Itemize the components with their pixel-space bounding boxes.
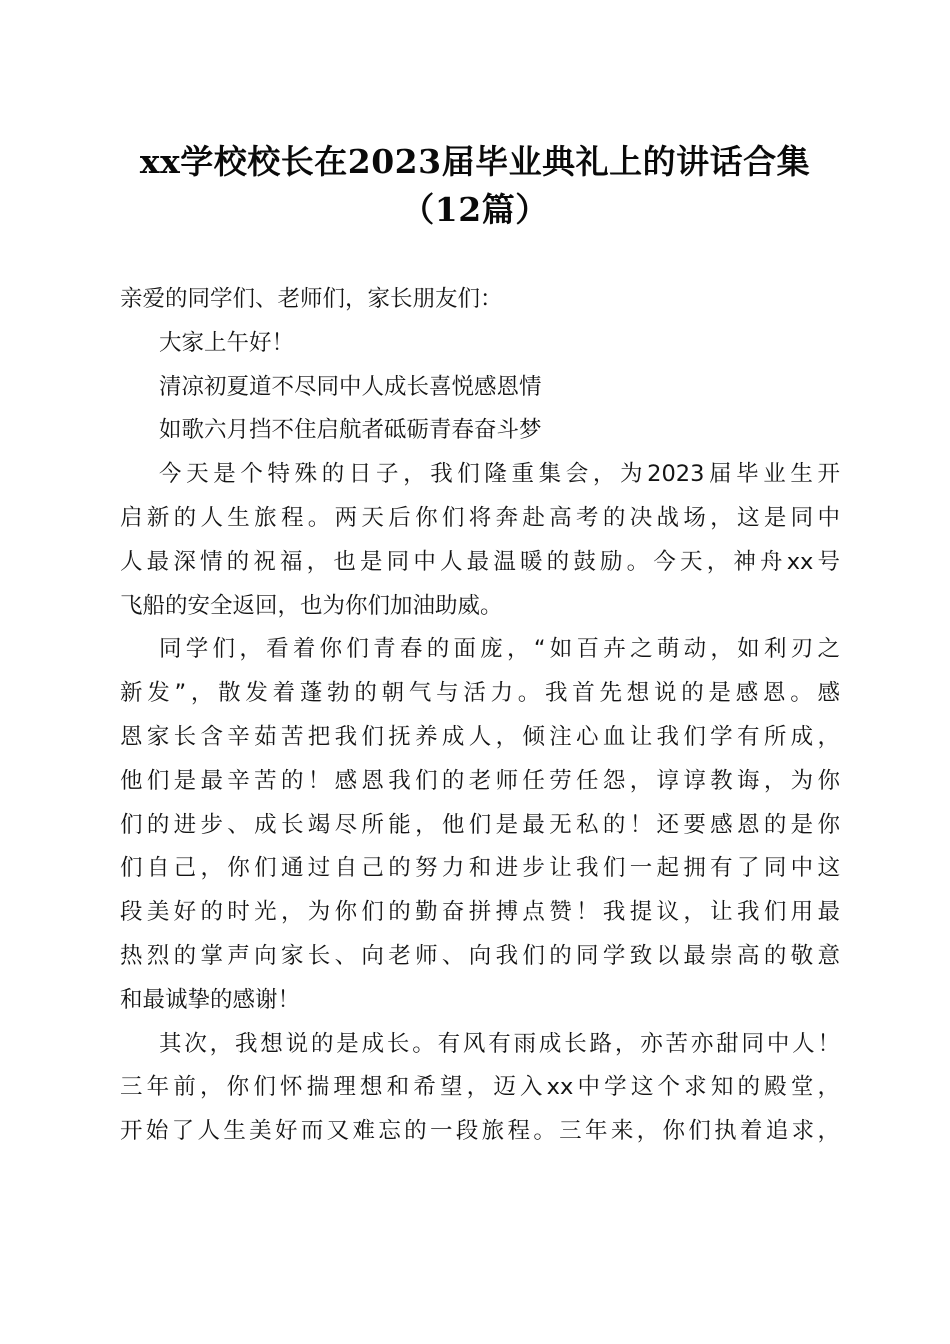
- document-subtitle: （12篇）: [401, 190, 549, 229]
- paragraph-line: 段美好的时光，为你们的勤奋拼搏点赞！我提议，让我们用最: [120, 899, 840, 926]
- salutation: 亲爱的同学们、老师们，家长朋友们：: [120, 286, 503, 312]
- verse-line: 清凉初夏道不尽同中人成长喜悦感恩情: [159, 373, 542, 400]
- paragraph-line: 他们是最辛苦的！感恩我们的老师任劳任怨，谆谆教诲，为你: [120, 767, 840, 794]
- paragraph-line: 新发”，散发着蓬勃的朝气与活力。我首先想说的是感恩。感: [120, 680, 840, 707]
- paragraph-line: 今天是个特殊的日子，我们隆重集会，为2023届毕业生开: [159, 461, 840, 488]
- paragraph-line: 其次，我想说的是成长。有风有雨成长路，亦苦亦甜同中人！: [159, 1030, 840, 1057]
- document-title: xx学校校长在2023届毕业典礼上的讲话合集: [139, 142, 811, 181]
- paragraph-line: 人最深情的祝福，也是同中人最温暖的鼓励。今天，神舟xx号: [120, 548, 840, 575]
- paragraph-line: 们的进步、成长竭尽所能，他们是最无私的！还要感恩的是你: [120, 811, 840, 838]
- paragraph-line: 启新的人生旅程。两天后你们将奔赴高考的决战场，这是同中: [120, 504, 840, 531]
- paragraph-line: 同学们，看着你们青春的面庞，“如百卉之萌动，如利刃之: [159, 636, 840, 663]
- paragraph-line: 们自己，你们通过自己的努力和进步让我们一起拥有了同中这: [120, 855, 840, 882]
- paragraph-line: 开始了人生美好而又难忘的一段旅程。三年来，你们执着追求，: [120, 1118, 840, 1145]
- verse-line: 如歌六月挡不住启航者砥砺青春奋斗梦: [159, 417, 542, 444]
- paragraph-line: 三年前，你们怀揣理想和希望，迈入xx中学这个求知的殿堂，: [120, 1074, 840, 1101]
- paragraph-line: 和最诚挚的感谢！: [120, 986, 301, 1013]
- greeting: 大家上午好！: [159, 329, 295, 356]
- document-body: [120, 278, 840, 1154]
- paragraph-line: 恩家长含辛茹苦把我们抚养成人，倾注心血让我们学有所成，: [120, 723, 840, 750]
- paragraph-line: 飞船的安全返回，也为你们加油助威。: [120, 592, 503, 619]
- paragraph-line: 热烈的掌声向家长、向老师、向我们的同学致以最崇高的敬意: [120, 942, 840, 969]
